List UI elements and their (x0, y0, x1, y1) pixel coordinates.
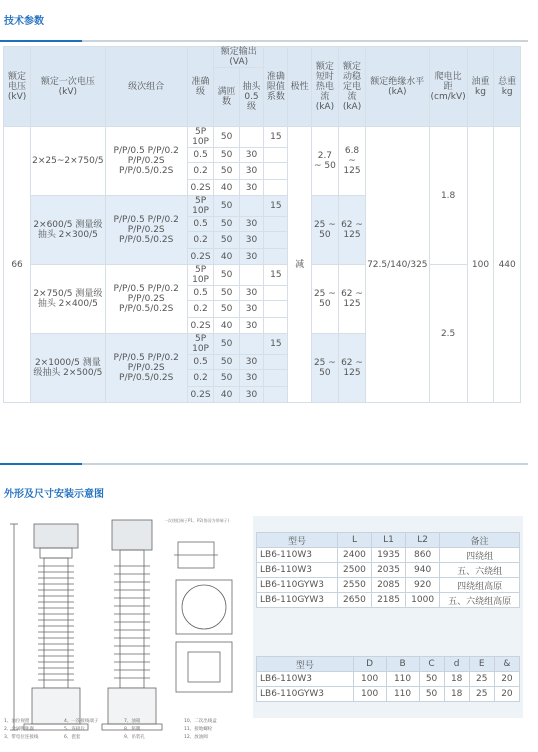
legend-item: 2、金属膨胀器 (4, 727, 34, 732)
legend-item: 9、吊装孔 (124, 735, 145, 740)
cell-tap (239, 334, 263, 355)
cell-tap: 30 (239, 249, 263, 265)
cell-full-turns: 40 (214, 180, 240, 196)
cell-tap: 30 (239, 148, 263, 163)
cell-combo: P/P/0.5 P/P/0.2 P/P/0.2S P/P/0.5/0.2S (105, 196, 187, 265)
cell-full-turns: 50 (214, 301, 240, 318)
cell-full-turns: 40 (214, 318, 240, 334)
cell-full-turns: 40 (214, 249, 240, 265)
cell-full-turns: 50 (214, 232, 240, 249)
cell-short-thermal: 25 ~ 50 (311, 196, 338, 265)
table-cell: 18 (444, 687, 469, 702)
cell-accuracy-limit-empty (264, 301, 288, 318)
cell-primary: 2×600/5 测量级抽头 2×300/5 (31, 196, 105, 265)
table-header-cell: 型号 (257, 657, 354, 672)
section-rule-grey (82, 40, 528, 42)
cell-rated-voltage: 66 (4, 127, 31, 403)
table-header-cell: D (353, 657, 386, 672)
legend-item: 12、放油阀 (184, 735, 208, 740)
section-title-dimensions: 外形及尺寸安装示意图 (4, 489, 104, 500)
cell-tap: 30 (239, 217, 263, 232)
tech-row (4, 265, 521, 286)
table-header-cell: L2 (406, 533, 440, 548)
cell-tap (239, 265, 263, 286)
table-cell: 18 (444, 672, 469, 687)
cell-accuracy-limit-empty (264, 148, 288, 163)
table-cell: 五、六绕组高原 (440, 593, 520, 608)
cell-creepage-2: 2.5 (429, 265, 467, 403)
th-tap: 抽头0.5级 (239, 68, 263, 127)
cell-accuracy-limit: 15 (264, 196, 288, 217)
table-row (257, 687, 520, 702)
cell-tap: 30 (239, 180, 263, 196)
diagram-legend (4, 690, 246, 746)
cell-full-turns: 50 (214, 127, 240, 148)
cell-tap: 30 (239, 301, 263, 318)
cell-short-thermal: 25 ~ 50 (311, 334, 338, 403)
table-row (257, 593, 520, 608)
legend-item: 10、二次出线盒 (184, 719, 217, 724)
th-dynamic: 额定动稳定电流(kA) (338, 47, 365, 127)
cell-primary: 2×25~2×750/5 (31, 127, 105, 196)
cell-accuracy: 0.2S (187, 180, 214, 196)
cell-primary: 2×750/5 测量级抽头 2×400/5 (31, 265, 105, 334)
th-rated-voltage: 额定电压(kV) (4, 47, 31, 127)
cell-accuracy: 0.5 (187, 355, 214, 370)
cell-total-weight: 440 (494, 127, 521, 403)
cell-accuracy: 5P 10P (187, 196, 214, 217)
table-cell: LB6-110GYW3 (257, 593, 338, 608)
cell-accuracy-limit-empty (264, 387, 288, 403)
table-cell: 940 (406, 563, 440, 578)
cell-tap: 30 (239, 355, 263, 370)
table-cell: 920 (406, 578, 440, 593)
cell-accuracy: 0.2S (187, 387, 214, 403)
cell-tap (239, 196, 263, 217)
cell-accuracy-limit: 15 (264, 334, 288, 355)
th-insulation: 额定绝缘水平(kA) (366, 47, 429, 127)
cell-full-turns: 50 (214, 217, 240, 232)
table-row (257, 578, 520, 593)
table-cell: 20 (494, 687, 519, 702)
table-row (257, 672, 520, 687)
cell-full-turns: 50 (214, 163, 240, 180)
diagram-top-note: 一次绕组端子P1、P2(鲁国为带端子) (164, 518, 230, 523)
cell-dynamic: 6.8 ~ 125 (338, 127, 365, 196)
cell-accuracy-limit-empty (264, 232, 288, 249)
table-cell: 四绕组高原 (440, 578, 520, 593)
cell-accuracy: 0.5 (187, 286, 214, 301)
legend-item: 11、接地螺栓 (184, 727, 213, 732)
cell-accuracy: 0.2 (187, 301, 214, 318)
cell-accuracy-limit: 15 (264, 265, 288, 286)
table-header-row (257, 533, 520, 548)
cell-dynamic: 62 ~ 125 (338, 334, 365, 403)
cell-tap: 30 (239, 318, 263, 334)
legend-item: 6、瓷套 (64, 735, 81, 740)
cell-accuracy: 0.2 (187, 232, 214, 249)
table-cell: 110 (386, 672, 419, 687)
th-short-thermal: 额定短时热电流(kA) (311, 47, 338, 127)
cell-accuracy-limit-empty (264, 286, 288, 301)
cell-tap: 30 (239, 286, 263, 301)
cell-combo: P/P/0.5 P/P/0.2 P/P/0.2S P/P/0.5/0.2S (105, 334, 187, 403)
table-cell: 50 (419, 672, 444, 687)
cell-accuracy: 0.5 (187, 217, 214, 232)
table-cell: 2400 (337, 548, 371, 563)
cell-polarity: 减 (288, 127, 311, 403)
table-header-cell: 备注 (440, 533, 520, 548)
table-cell: 100 (353, 672, 386, 687)
cell-oil-weight: 100 (467, 127, 494, 403)
cell-accuracy-limit-empty (264, 318, 288, 334)
table-cell: 2185 (372, 593, 406, 608)
legend-item: 3、带电位连接线 (4, 735, 39, 740)
table-cell: 860 (406, 548, 440, 563)
cell-dynamic: 62 ~ 125 (338, 196, 365, 265)
cell-full-turns: 50 (214, 334, 240, 355)
cell-short-thermal: 25 ~ 50 (311, 265, 338, 334)
dimensions-table-2 (256, 656, 520, 702)
table-cell: 2650 (337, 593, 371, 608)
table-cell: 25 (469, 672, 494, 687)
legend-item: 8、铭牌 (124, 727, 141, 732)
table-header-cell: E (469, 657, 494, 672)
cell-accuracy-limit-empty (264, 355, 288, 370)
cell-accuracy: 5P 10P (187, 265, 214, 286)
cell-accuracy-limit-empty (264, 163, 288, 180)
table-header-row (257, 657, 520, 672)
cell-dynamic: 62 ~ 125 (338, 265, 365, 334)
table-cell: 25 (469, 687, 494, 702)
cell-creepage-1: 1.8 (429, 127, 467, 265)
table-header-cell: C (419, 657, 444, 672)
th-polarity: 极性 (288, 47, 311, 127)
table-header-cell: L (337, 533, 371, 548)
section-rule (0, 40, 82, 42)
cell-accuracy: 0.2S (187, 249, 214, 265)
cell-accuracy-limit-empty (264, 180, 288, 196)
cell-combo: P/P/0.5 P/P/0.2 P/P/0.2S P/P/0.5/0.2S (105, 127, 187, 196)
table-header-cell: & (494, 657, 519, 672)
cell-full-turns: 50 (214, 265, 240, 286)
legend-item: 5、连接片 (64, 727, 85, 732)
th-class-combo: 级次组合 (105, 47, 187, 127)
cell-accuracy-limit-empty (264, 217, 288, 232)
table-cell: 2500 (337, 563, 371, 578)
th-rated-primary: 额定一次电压(kV) (31, 47, 105, 127)
cell-full-turns: 50 (214, 370, 240, 387)
th-full-turns: 满匝数 (214, 68, 240, 127)
th-accuracy-limit: 准确限值系数 (264, 47, 288, 127)
table-cell: LB6-110GYW3 (257, 578, 338, 593)
installation-diagram (4, 514, 246, 748)
cell-full-turns: 40 (214, 387, 240, 403)
table-cell: LB6-110W3 (257, 563, 338, 578)
table-cell: 2550 (337, 578, 371, 593)
cell-full-turns: 50 (214, 355, 240, 370)
dimensions-table-1 (256, 532, 520, 608)
table-cell: 2035 (372, 563, 406, 578)
cell-tap: 30 (239, 370, 263, 387)
table-header-cell: B (386, 657, 419, 672)
table-cell: 20 (494, 672, 519, 687)
th-creepage: 爬电比距(cm/kV) (429, 47, 467, 127)
cell-full-turns: 50 (214, 196, 240, 217)
section-title-tech: 技术参数 (4, 16, 44, 27)
cell-accuracy-limit-empty (264, 249, 288, 265)
tech-row (4, 127, 521, 148)
cell-accuracy: 0.2S (187, 318, 214, 334)
legend-item: 1、油位视窗 (4, 719, 30, 724)
cell-primary: 2×1000/5 测量级抽头 2×500/5 (31, 334, 105, 403)
cell-full-turns: 50 (214, 286, 240, 301)
table-row (257, 563, 520, 578)
tech-table (3, 46, 521, 403)
cell-accuracy: 5P 10P (187, 334, 214, 355)
cell-full-turns: 50 (214, 148, 240, 163)
legend-item: 7、油箱 (124, 719, 141, 724)
table-header-cell: L1 (372, 533, 406, 548)
th-accuracy: 准确级 (187, 47, 214, 127)
cell-insulation: 72.5/140/325 (366, 127, 429, 403)
table-row (257, 548, 520, 563)
cell-accuracy: 0.5 (187, 148, 214, 163)
cell-accuracy-limit: 15 (264, 127, 288, 148)
table-cell: 100 (353, 687, 386, 702)
table-cell: 五、六绕组 (440, 563, 520, 578)
cell-tap: 30 (239, 163, 263, 180)
table-cell: LB6-110W3 (257, 672, 354, 687)
table-cell: 四绕组 (440, 548, 520, 563)
section-rule-grey (82, 463, 528, 465)
legend-item: 4、一次接线端子 (64, 719, 99, 724)
table-cell: 2085 (372, 578, 406, 593)
th-total-weight: 总重kg (494, 47, 521, 127)
cell-accuracy-limit-empty (264, 370, 288, 387)
table-header-cell: d (444, 657, 469, 672)
table-cell: 1935 (372, 548, 406, 563)
table-header-cell: 型号 (257, 533, 338, 548)
cell-accuracy: 0.2 (187, 163, 214, 180)
th-rated-output: 额定输出(VA) (214, 47, 264, 68)
table-cell: LB6-110GYW3 (257, 687, 354, 702)
cell-tap (239, 127, 263, 148)
cell-tap: 30 (239, 232, 263, 249)
table-cell: 1000 (406, 593, 440, 608)
section-rule (0, 463, 82, 465)
table-cell: 50 (419, 687, 444, 702)
th-oil-weight: 油重kg (467, 47, 494, 127)
cell-accuracy: 5P 10P (187, 127, 214, 148)
cell-short-thermal: 2.7 ~ 50 (311, 127, 338, 196)
cell-tap: 30 (239, 387, 263, 403)
cell-combo: P/P/0.5 P/P/0.2 P/P/0.2S P/P/0.5/0.2S (105, 265, 187, 334)
table-cell: 110 (386, 687, 419, 702)
cell-accuracy: 0.2 (187, 370, 214, 387)
table-cell: LB6-110W3 (257, 548, 338, 563)
